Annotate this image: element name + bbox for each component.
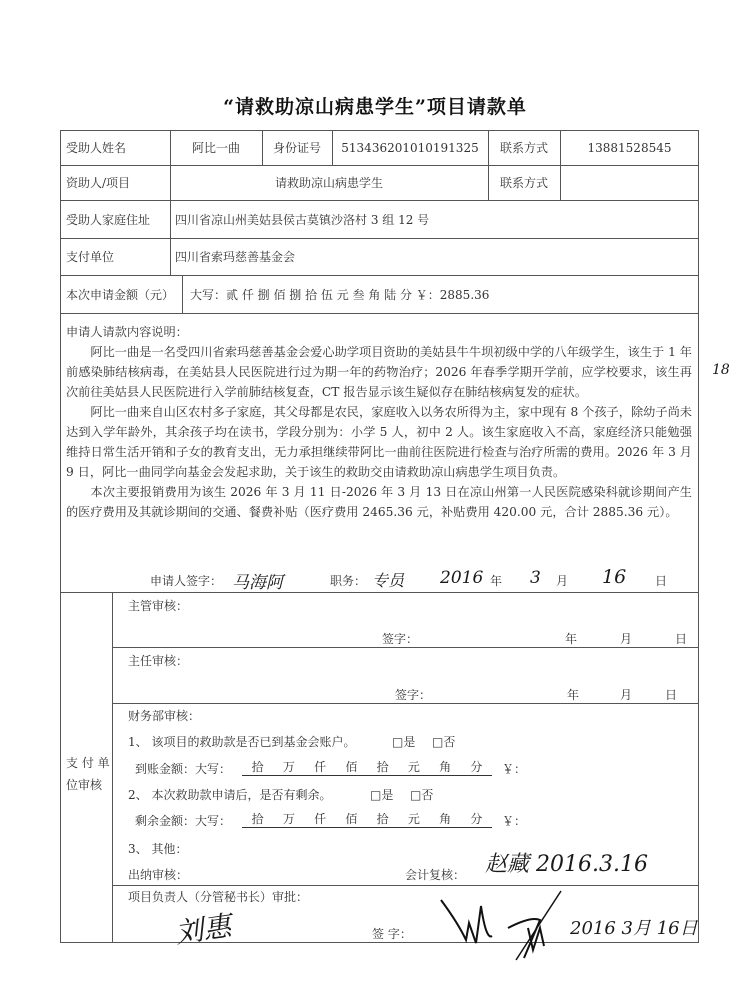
divider [60, 313, 699, 314]
accountant-signature: 赵藏 2016.3.16 [485, 852, 648, 877]
unit: 仟 [314, 812, 327, 826]
unit: 角 [439, 812, 452, 826]
leader-label: 项目负责人（分管秘书长）审批： [128, 890, 309, 904]
applicant-signature: 马海阿 [232, 573, 283, 593]
q1-no-checkbox[interactable]: □否 [432, 735, 456, 749]
unit: 分 [470, 812, 483, 826]
unit: 拾 [376, 812, 389, 826]
applicant-sign-label: 申请人签字： [150, 573, 223, 588]
leader-signature: 刘惠 [173, 909, 234, 950]
amount-value: 大写：贰 仟 捌 佰 捌 拾 伍 元 叁 角 陆 分 ￥：2885.36 [190, 287, 490, 302]
applicant-day: 16 [602, 566, 627, 588]
cashier-label: 出纳审核： [128, 868, 189, 882]
description-heading: 申请人请款内容说明： [66, 325, 188, 339]
unit: 拾 [251, 760, 264, 774]
received-yen: ￥： [502, 762, 527, 776]
year-label: 年 [490, 573, 503, 588]
q1-yes-checkbox[interactable]: □是 [392, 735, 416, 749]
director-label: 主任审核： [128, 654, 189, 668]
description-paragraph: 阿比一曲是一名受四川省索玛慈善基金会爱心助学项目资助的美姑县牛牛坝初级中学的八年级学生，该生于 1 年前感染肺结核病毒，在美姑县人民医院进行过为期一年的药物治疗；2026 年春季学期开学前，应学校要求，该生再次前往美姑县人民医院进行入学前肺结核复查，CT 报告显示该生疑似存在肺结核病复发的症状。 [66, 345, 692, 399]
day-label: 日 [675, 632, 688, 646]
contact2-label: 联系方式 [499, 176, 548, 190]
applicant-month: 3 [530, 568, 541, 588]
sponsor-label: 资助人/项目 [66, 176, 131, 190]
month-label: 月 [556, 573, 569, 588]
month-label: 月 [620, 632, 633, 646]
divider [112, 647, 699, 648]
divider [112, 885, 699, 886]
margin-note: 18 [712, 362, 730, 378]
supervisor-label: 主管审核： [128, 599, 189, 613]
applicant-year: 2016 [440, 568, 484, 588]
description-paragraph: 阿比一曲来自山区农村多子家庭，其父母都是农民，家庭收入以务农所得为主，家中现有 8 个孩子，除幼子尚未达到入学年龄外，其余孩子均在读书，学段分别为：小学 5 人，初中 2 人。该生家庭收入不高，家庭经济只能勉强维持日常生活开销和子女的教育支出，无力承担继续带阿比一曲前往医院进行检查与治疗所需的费用。2026 年 3 月 9 日，阿比一曲同学向基金会发起求助，关于该生的救助交由请救助凉山病患学生项目负责。 [66, 405, 692, 479]
finance-label: 财务部审核： [128, 709, 201, 723]
role-value: 专员 [372, 571, 405, 590]
payer-label: 支付单位 [66, 250, 115, 264]
divider [60, 592, 699, 593]
received-amount-label: 到账金额：大写： [135, 762, 232, 776]
question-1: 1、 该项目的救助款是否已到基金会账户。 [128, 735, 356, 749]
contact-label: 联系方式 [499, 141, 548, 155]
remaining-yen: ￥： [502, 814, 527, 828]
unit: 仟 [314, 760, 327, 774]
contact-value: 13881528545 [587, 140, 672, 155]
question-2: 2、 本次救助款申请后，是否有剩余。 [128, 788, 332, 802]
divider [60, 238, 699, 239]
payer-value: 四川省索玛慈善基金会 [175, 250, 296, 264]
review-side-label: 支 付 单 位审核 [66, 756, 110, 792]
accountant-label: 会计复核： [405, 868, 466, 882]
name-value: 阿比一曲 [191, 141, 240, 155]
unit: 万 [282, 760, 295, 774]
unit: 万 [282, 812, 295, 826]
scribbled-signature [436, 888, 566, 963]
unit: 佰 [345, 812, 358, 826]
divider [112, 703, 699, 704]
divider [112, 592, 113, 943]
divider [182, 275, 183, 313]
id-value: 513436201010191325 [341, 140, 479, 155]
month-label: 月 [620, 688, 633, 702]
remaining-amount-line [242, 810, 492, 828]
unit: 分 [470, 760, 483, 774]
supervisor-sign-label: 签字： [382, 632, 419, 646]
year-label: 年 [565, 632, 578, 646]
description [66, 322, 692, 522]
leader-sign-label: 签 字： [372, 927, 412, 941]
contact2-value [560, 165, 699, 200]
unit: 元 [407, 812, 420, 826]
address-label: 受助人家庭住址 [66, 212, 151, 227]
name-label: 受助人姓名 [66, 141, 127, 155]
received-amount-line [242, 758, 492, 776]
unit: 角 [439, 760, 452, 774]
unit: 元 [407, 760, 420, 774]
unit: 佰 [345, 760, 358, 774]
day-label: 日 [665, 688, 678, 702]
role-label: 职务： [330, 573, 367, 588]
page-title: “请救助凉山病患学生”项目请款单 [223, 96, 527, 118]
amount-label: 本次申请金额（元） [66, 287, 175, 302]
address-value: 四川省凉山州美姑县侯古莫镇沙洛村 3 组 12 号 [175, 212, 430, 227]
description-paragraph: 本次主要报销费用为该生 2026 年 3 月 11 日-2026 年 3 月 13 日在凉山州第一人民医院感染科就诊期间产生的医疗费用及其就诊期间的交通、餐费补贴（医疗费用 2465.36 元，补贴费用 420.00 元，合计 2885.36 元）。 [66, 485, 692, 519]
q2-yes-checkbox[interactable]: □是 [370, 788, 394, 802]
year-label: 年 [567, 688, 580, 702]
unit: 拾 [251, 812, 264, 826]
sponsor-value: 请救助凉山病患学生 [274, 176, 383, 190]
final-signature-date: 2016 3月 16日 [570, 918, 698, 939]
q2-no-checkbox[interactable]: □否 [410, 788, 434, 802]
remaining-amount-label: 剩余金额：大写： [135, 814, 232, 828]
director-sign-label: 签字： [395, 688, 432, 702]
id-label: 身份证号 [272, 141, 321, 155]
unit: 拾 [376, 760, 389, 774]
other-label: 3、 其他： [128, 842, 188, 856]
day-label: 日 [655, 573, 668, 588]
